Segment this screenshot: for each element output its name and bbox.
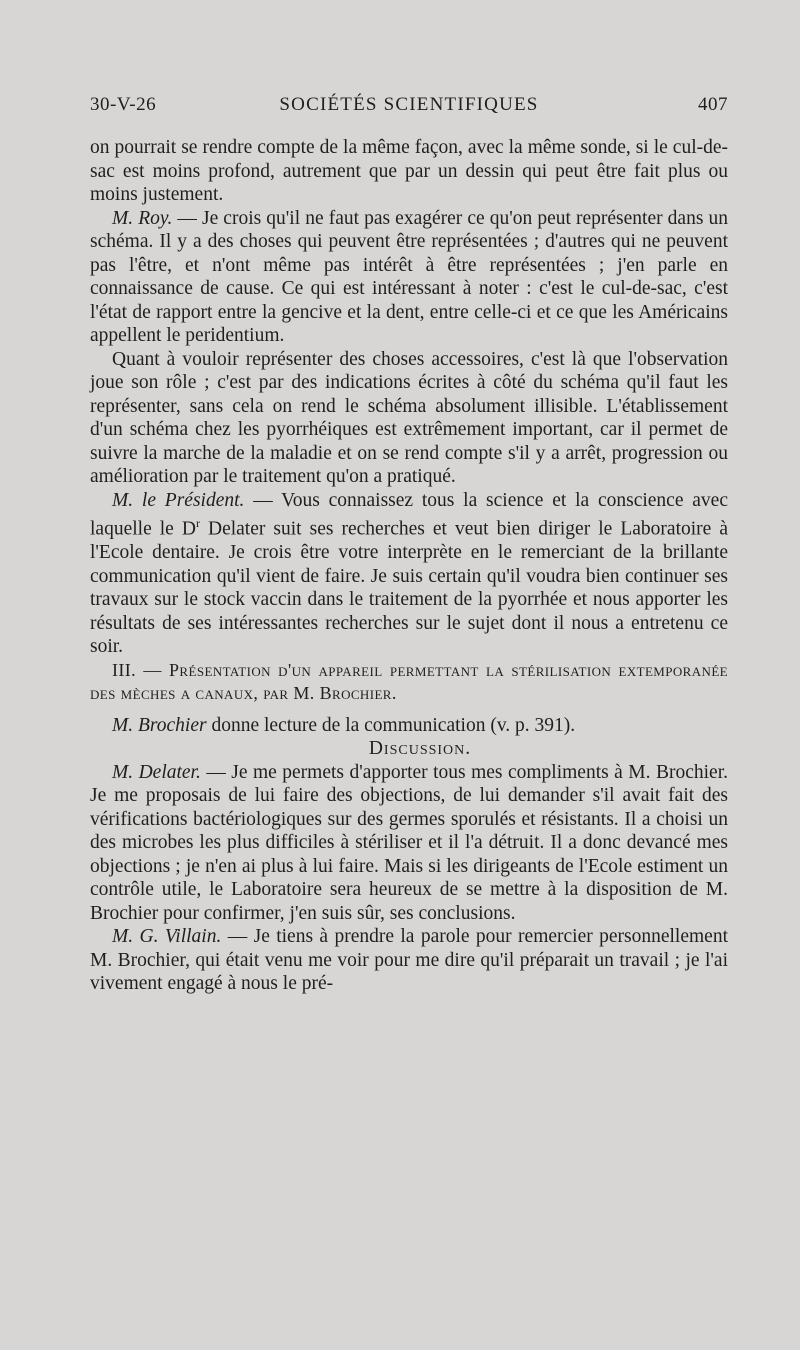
speaker-name: M. Brochier — [112, 714, 207, 736]
speaker-name: M. Delater. — [112, 761, 201, 783]
paragraph — [90, 714, 728, 738]
paragraph-text: donne lecture de la communication (v. p. 391). — [206, 714, 576, 736]
paragraph: Quant à vouloir représenter des choses accessoires, c'est là que l'observation joue son rôle ; c'est par des indications écrites à côté du schéma qu'il faut les représenter, sans cela on rend le schéma absolument illisible. L'établissement d'un schéma chez les pyorrhéiques est extrêmement important, car il permet de suivre la marche de la maladie et on se rend compte s'il y a arrêt, progression ou amélioration par le traitement qu'on a pratiqué. — [90, 348, 728, 487]
paragraph — [90, 925, 728, 996]
page-body — [90, 136, 728, 996]
discussion-heading: Discussion. — [368, 738, 472, 759]
speaker-name: M. G. Villain. — [112, 926, 222, 947]
header-title: SOCIÉTÉS SCIENTIFIQUES — [279, 94, 539, 115]
paragraph: on pourrait se rendre compte de la même façon, avec la même sonde, si le cul-de-sac est moins profond, autrement que par un dessin qui peut être fait plus ou moins justement. — [90, 137, 728, 205]
paragraph-text: — Je crois qu'il ne faut pas exagérer ce qu'on peut représenter dans un schéma. Il y a des choses qui peuvent être représentées ; d'autres qui ne peuvent pas l'être, et n'ont même pas intérêt à être représentées ; j'en parle en connaissance de cause. Ce qui est intéressant à noter : c'est le cul-de-sac, c'est l'état de rapport entre la gencive et la dent, entre celle-ci et ce que les Américains appellent le peridentium. — [90, 207, 729, 346]
paragraph — [90, 761, 728, 926]
section-title — [90, 659, 728, 706]
paragraph-text: — Je tiens à prendre la parole pour remercier personnellement M. Brochier, qui était venu me voir pour me dire qu'il préparait un travail ; je l'ai vivement engagé à nous le pré- — [90, 926, 728, 994]
header-date: 30-V-26 — [90, 94, 157, 115]
paragraph-text: — Vous connaissez tous la science et la conscience avec laquelle le D — [90, 489, 728, 540]
speaker-name: M. Roy. — [112, 207, 173, 229]
paragraph-text: — Je me permets d'apporter tous mes compliments à M. Brochier. Je me proposais de lui faire des objections, de lui demander s'il avait fait des vérifications bactériologiques sur des germes sporulés et résistants. Il a choisi un des microbes les plus difficiles à stériliser et il l'a détruit. Il a donc devancé mes objections ; je n'en ai plus à lui faire. Mais si les dirigeants de l'Ecole estiment un contrôle utile, le Laboratoire sera heureux de se mettre à la disposition de M. Brochier pour confirmer, j'en suis sûr, ses conclusions. — [90, 761, 728, 924]
paragraph-text: Delater suit ses recherches et veut bien diriger le Laboratoire à l'Ecole dentaire. Je crois être votre interprète en le remerciant de la brillante communication qu'il vient de faire. Je suis certain qu'il voudra bien continuer ses travaux sur le stock vaccin dans le traitement de la pyorrhée et nous apporter les résultats de ses intéressantes recherches sur le sujet dont il nous a entretenu ce soir. — [90, 518, 728, 657]
page-number: 407 — [698, 94, 728, 115]
running-header — [90, 94, 728, 122]
paragraph — [90, 489, 728, 659]
speaker-name: M. le Président. — [112, 489, 245, 511]
section-title-text: III. — Présentation d'un appareil permettant la stérilisation extemporanée des mèches a canaux, par M. Brochier. — [90, 659, 728, 703]
superscript: r — [195, 516, 200, 530]
paragraph — [90, 207, 728, 348]
